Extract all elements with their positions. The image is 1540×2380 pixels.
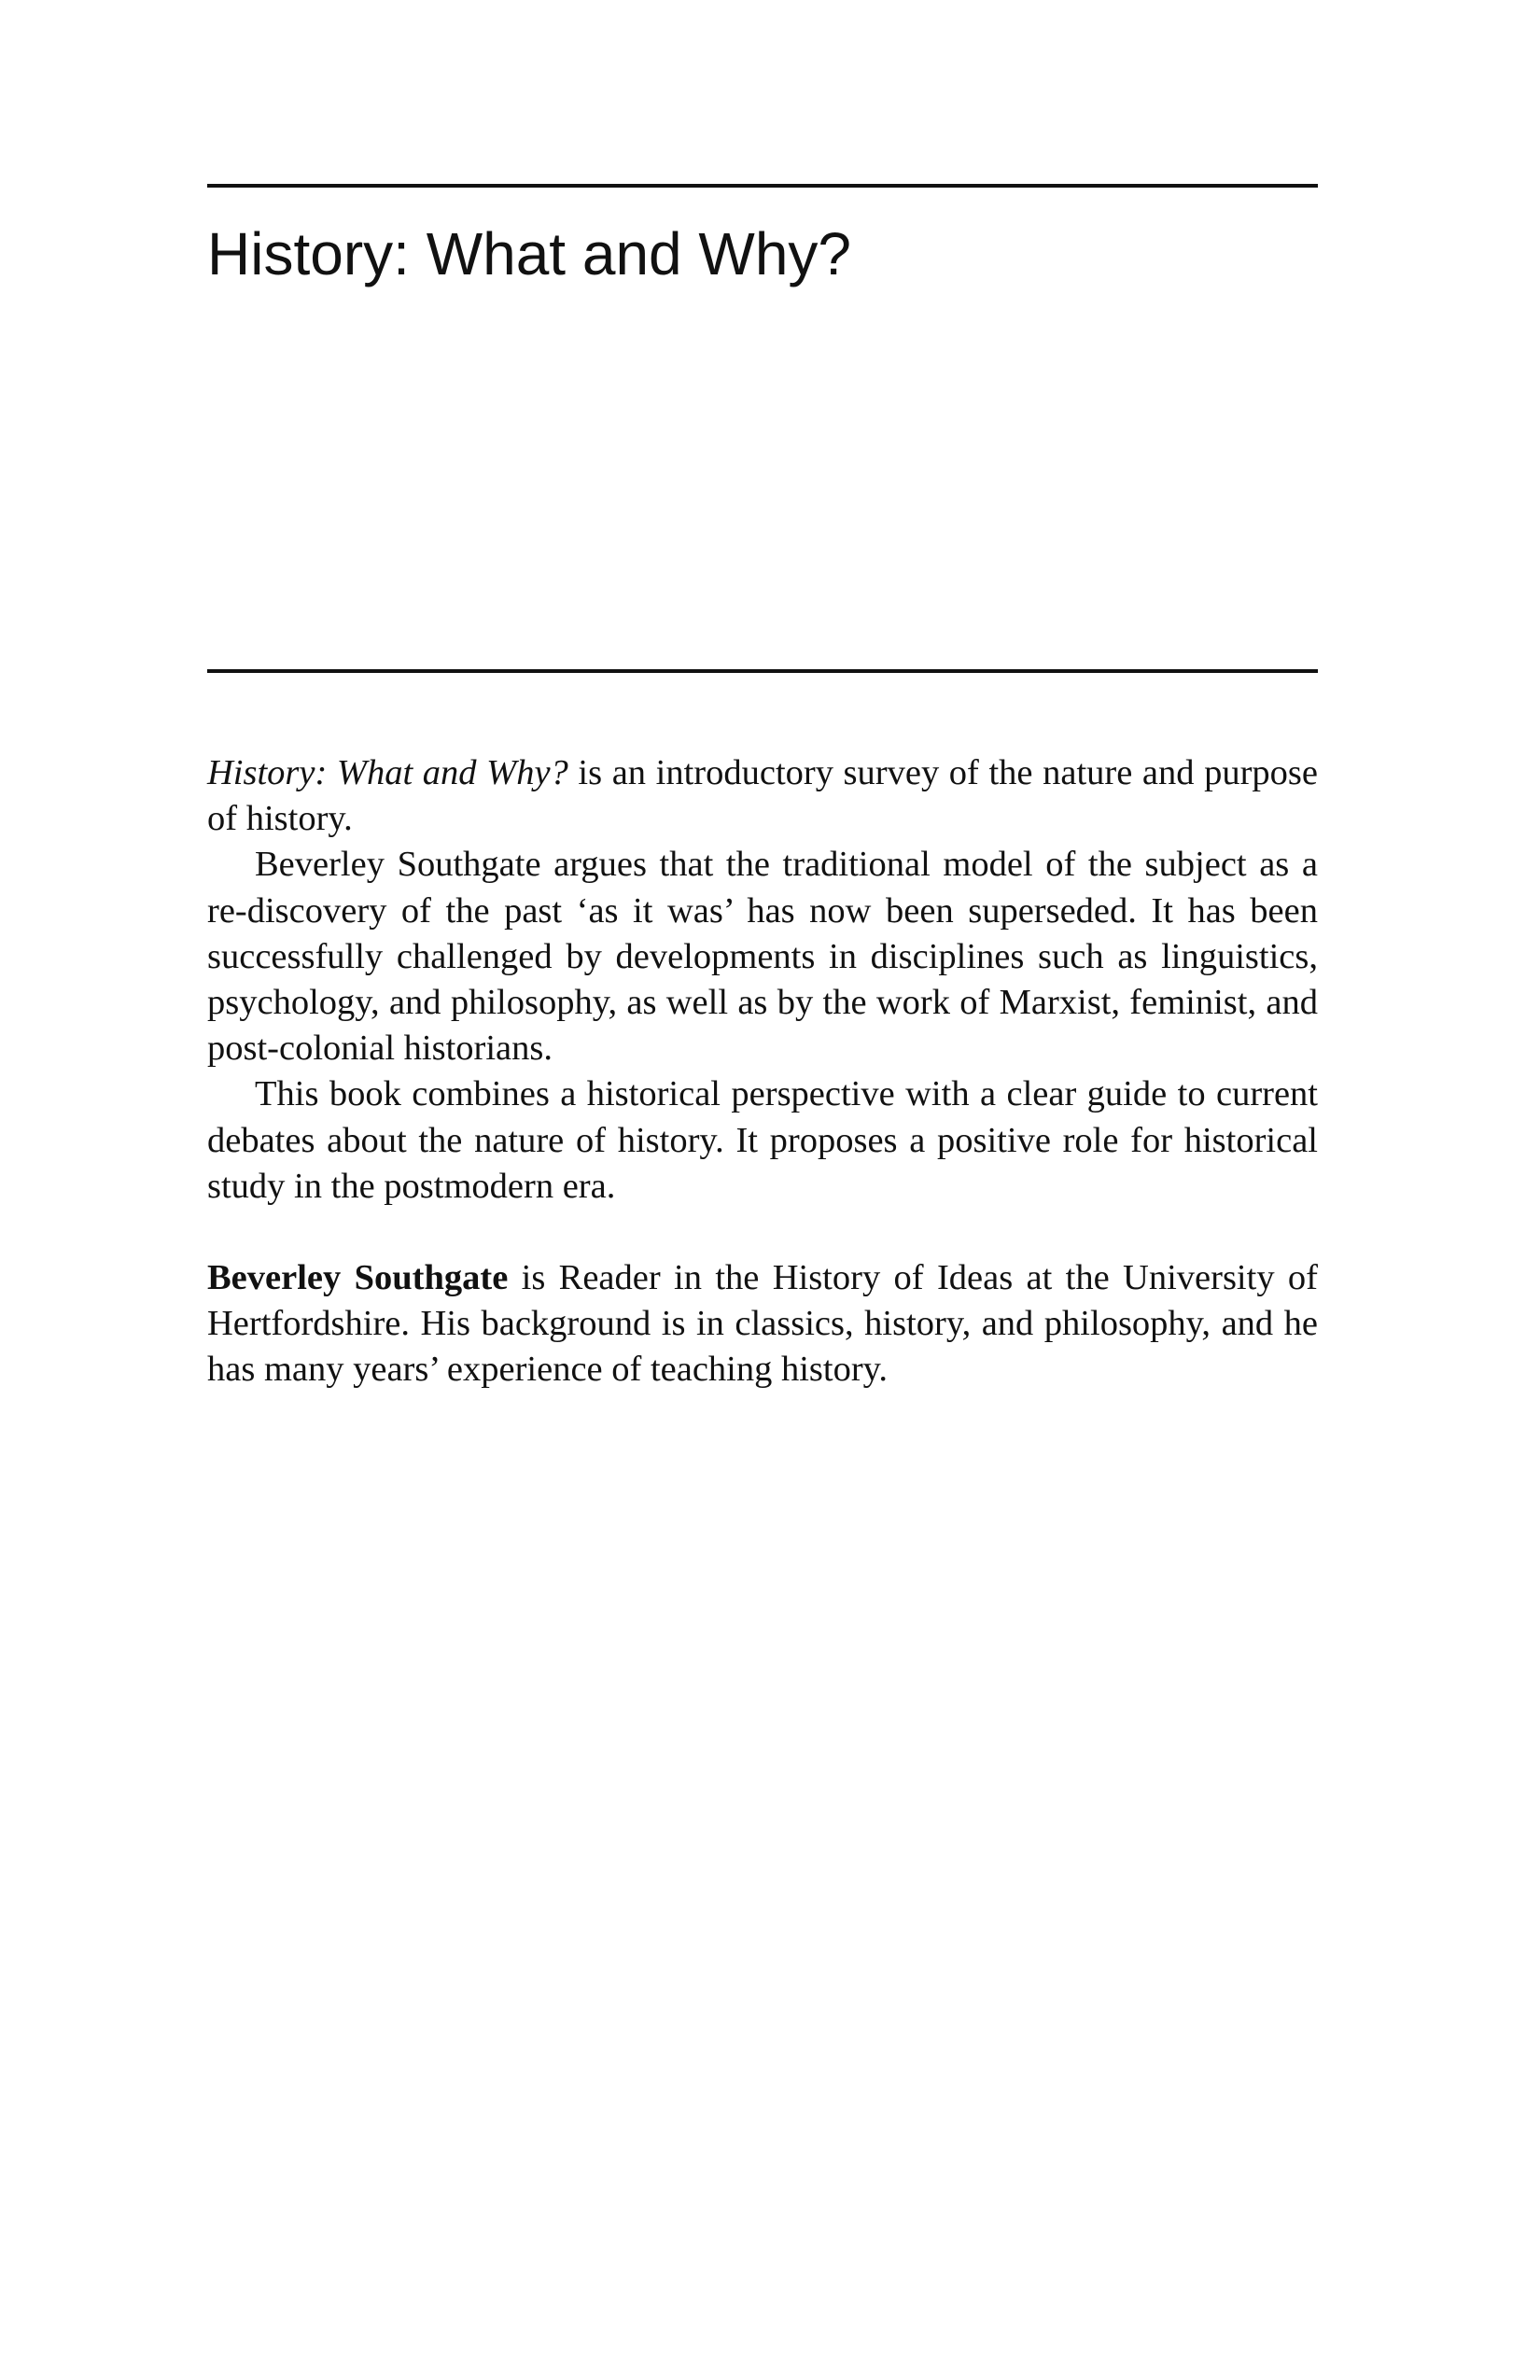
bottom-rule xyxy=(207,669,1318,673)
intro-paragraph xyxy=(207,750,1318,842)
page-title: History: What and Why? xyxy=(207,220,851,287)
author-bio-paragraph xyxy=(207,1255,1318,1393)
author-name: Beverley Southgate xyxy=(207,1258,509,1298)
summary-paragraph: This book combines a historical perspective with a clear guide to current debates about the nature of history. It proposes a positive role for historical study in the postmodern era. xyxy=(207,1074,1318,1206)
book-title-italic: History: What and Why? xyxy=(207,753,568,792)
argument-paragraph: Beverley Southgate argues that the traditional model of the subject as a re-discovery of the past ‘as it was’ has now been superseded. It has been successfully challenged by developments in disciplines such as linguistics, psychology, and philosophy, as well as by the work of Marxist, feminist, and post-colonial historians. xyxy=(207,845,1318,1069)
intro-paragraph-text: is an introductory survey of the nature and purpose of history. xyxy=(207,753,1318,839)
top-rule xyxy=(207,184,1318,188)
blurb-section xyxy=(207,750,1318,1393)
author-bio-text: is Reader in the History of Ideas at the University of Hertfordshire. His background is in classics, history, and philosophy, and he has many years’ experience of teaching history. xyxy=(207,1258,1318,1390)
